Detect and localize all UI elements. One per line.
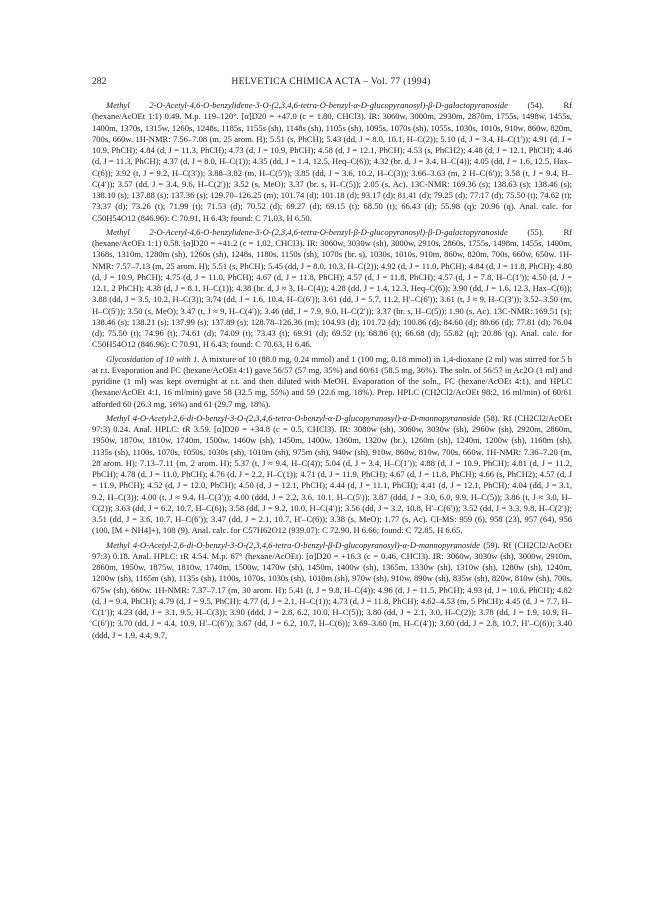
compound-55-heading: Methyl 2-O-Acetyl-4,6-O-benzylidene-3-O-(2,3,4,6-tetra-O-benzyl-β-D-glucopyranosyl)-β-D-galactopyranoside bbox=[106, 226, 508, 237]
compound-59-data: (59). Rf (CH2Cl2/AcOEt 97:3) 0.18. Anal. HPLC: tR 4.54. M.p. 67° (hexane/AcOEt). [α]D20 = +16.3 (c = 0.46, CHCl3). IR: 3060w, 3030w (sh), 3000w, 2910m, 2860m, 1950w, 1875w, 1810w, 1740m, 1500w, 1470w (sh), 1450m, 1400w (sh), 1365m, 1330w (sh), 1310w (sh), 1280w (sh), 1240m, 1200w (sh), 1165m (sh), 1135s (sh), 1100s, 1070s, 1030s (sh), 1010m (sh), 970w (sh), 910w, 890w (sh), 835w (sh), 820w, 810w (sh), 700s, 675w (sh), 660w. 1H-NMR: 7.37–7.17 (m, 30 arom. H); 5.41 (t, J = 9.8, H–C(4)); 4.96 (d, J = 11.5, PhCH); 4.93 (d, J = 10.6, PhCH); 4.82 (d, J = 9.4, PhCH); 4.79 (d, J = 9.5, PhCH); 4.77 (d, J = 2.1, H–C(1)); 4.73 (d, J = 11.8, PhCH); 4.62–4.53 (m, 5 PhCH); 4.45 (d, J = 7.7, H–C(1′)); 4.23 (dd, J = 3.1, 9.5, H–C(3)); 3.90 (ddd, J = 2.8, 6.2, 10.0, H–C(5)); 3.80 (dd, J = 2.1, 3.0, H–C(2)); 3.78 (dd, J = 1.9, 10.9, H–C(6′)); 3.70 (dd, J = 4.4, 10.9, H′–C(6′)); 3.67 (dd, J = 6.2, 10.7, H–C(6)); 3.69–3.60 (m, H–C(4′)); 3.60 (dd, J = 2.8, 10.7, H′–C(6)); 3.40 (ddd, J = 1.9, 4.4, 9.7, bbox=[92, 539, 572, 640]
compound-54-heading: Methyl 2-O-Acetyl-4,6-O-benzylidene-3-O-(2,3,4,6-tetra-O-benzyl-α-D-glucopyranosyl)-β-D-galactopyranoside bbox=[106, 100, 508, 110]
compound-55-data: (55). Rf (hexane/AcOEt 1:1) 0.58. [α]D20 = +41.2 (c = 1.02, CHCl3). IR: 3060w, 3030w (sh), 3000w, 2910s, 2860s, 1755s, 1498m, 1455s, 1400m, 1368s, 1310m, 1280m (sh), 1260s (sh), 1248s, 1180s, 1150s (sh), 1070s (br. s), 1030s, 1010s, 910m, 860w, 820m, 700s, 660w, 650w. 1H-NMR: 7.57–7.13 (m, 25 arom. H); 5.51 (s, PhCH); 5.45 (dd, J = 8.0, 10.3, H–C(2)); 4.92 (d, J = 11.0, PhCH); 4.84 (d, J = 11.8, PhCH); 4.80 (d, J = 10.9, PhCH); 4.75 (d, J = 11.0, PhCH); 4.67 (d, J = 11.8, PhCH); 4.57 (d, J = 11.8, PhCH); 4.57 (d, J = 7.8, H–C(1′)); 4.50 (d, J = 12.1, 2 PhCH); 4.38 (d, J = 8.1, H–C(1)); 4.38 (br. d, J ≈ 3, H–C(4)); 4.28 (dd, J = 1.4, 12.3, Heq–C(6)); 3.90 (dd, J = 1.6, 12.3, Hax–C(6)); 3.88 (dd, J = 3.5, 10.2, H–C(3)); 3.74 (dd, J = 1.6, 10.4, H–C(6′)); 3.61 (dd, J = 5.7, 11.2, H′–C(6′)); 3.61 (t, J ≈ 9, H–C(3′)); 3.52–3.50 (m, H–C(5′)); 3.50 (s, MeO); 3.47 (t, J ≈ 9, H–C(4′)); 3.46 (dd, J = 7.9, 9.0, H–C(2′)); 3.37 (br. s, H–C(5)); 1.90 (s, Ac). 13C-NMR: 169.51 (s); 138.46 (s); 138.21 (s); 137.99 (s); 137.89 (s); 128.78–126.36 (m); 104.93 (d); 101.72 (d); 100.86 (d); 84.60 (d); 80.66 (d); 77.81 (d); 76.04 (d); 75.50 (t); 74.96 (t); 74.61 (d); 74.09 (t); 73.43 (t); 69.91 (d); 69.52 (t); 68.86 (t); 66.68 (d); 55.82 (q); 20.86 (q). Anal. calc. for C50H54O12 (846.96): C 70.91, H 6.43; found: C 70.63, H 6.46. bbox=[92, 226, 573, 350]
glycosidation-heading: Glycosidation of 10 with 1. bbox=[106, 353, 200, 364]
running-header bbox=[92, 76, 570, 90]
compound-58-heading: Methyl 4-O-Acetyl-2,6-di-O-benzyl-3-O-(2,3,4,6-tetra-O-benzyl-α-D-glucopyranosyl)-α-D-mannopyranoside bbox=[106, 412, 481, 423]
glycosidation-paragraph bbox=[92, 354, 572, 410]
compound-55-paragraph bbox=[92, 227, 572, 351]
glycosidation-procedure: A mixture of 10 (88.0 mg, 0.24 mmol) and 1 (100 mg, 0.18 mmol) in 1,4-dioxane (2 ml) was stirred for 5 h at r.t. Evaporation and FC (hexane/AcOEt 4:1) gave 56/57 (57 mg, 35%) and 60/61 (58.5 mg, 36%). The soln. of 56/57 in Ac2O (1 ml) and pyridine (1 ml) was kept overnight at r.t. and then diluted with MeOH. Evaporation of the soln., FC (hexane/AcOEt 4:1), and HPLC (hexane/AcOEt 4:1, 16 ml/min) gave 58 (32.5 mg, 55%) and 59 (22.6 mg, 18%). Prep. HPLC (CH2Cl2/AcOEt 98:2, 16 ml/min) of 60/61 afforded 60 (26.3 mg, 16%) and 61 (29.7 mg, 18%). bbox=[92, 353, 573, 409]
article-body bbox=[92, 100, 572, 641]
compound-58-data: (58). Rf (CH2Cl2/AcOEt 97:3) 0.24. Anal. HPLC: tR 3.59. [α]D20 = +34.8 (c = 0.5, CHCl3). IR: 3080w (sh), 3060w, 3030w (sh), 2960w (sh), 2920m, 2860m, 1950w, 1870w, 1810w, 1740m, 1500w, 1460w (sh), 1450m, 1400w, 1360m, 1320w (br.), 1260m (sh), 1240m, 1200w (sh), 1160m (sh), 1135s (sh), 1100s, 1070s, 1050s, 1030s (sh), 1010m (sh), 975m (sh), 940w (sh), 910w, 860w, 810w, 700s, 660w. 1H-NMR: 7.36–7.20 (m, 28 arom. H); 7.13–7.11 (m, 2 arom. H); 5.37 (t, J ≈ 9.4, H–C(4)); 5.04 (d, J = 3.4, H–C(1′)); 4.88 (d, J = 10.9, PhCH); 4.81 (d, J = 11.2, PhCH); 4.78 (d, J = 11.0, PhCH); 4.76 (d, J = 2.2, H–C(1)); 4.71 (d, J = 11.9, PhCH); 4.67 (d, J = 11.8, PhCH); 4.66 (s, PhCH2); 4.57 (d, J = 11.9, PhCH); 4.52 (d, J = 12.0, PhCH); 4.50 (d, J = 12.1, PhCH); 4.44 (d, J = 11.1, PhCH); 4.41 (d, J = 12.1, PhCH); 4.04 (dd, J = 3.1, 9.2, H–C(3)); 4.00 (t, J ≈ 9.4, H–C(3′)); 4.00 (ddd, J = 2.2, 3.6, 10.1, H–C(5′)); 3.87 (ddd, J = 3.0, 6.0, 9.9, H–C(5)); 3.86 (t, J ≈ 3.0, H–C(2)); 3.63 (dd, J = 6.2, 10.7, H–C(6)); 3.58 (dd, J = 9.2, 10.0, H–C(4′)); 3.56 (dd, J = 3.2, 10.8, H′–C(6′)); 3.52 (dd, J = 3.3, 9.8, H–C(2′)); 3.51 (dd, J = 3.6, 10.7, H–C(6′)); 3.47 (dd, J = 2.1, 10.7, H′–C(6)); 3.38 (s, MeO); 1.77 (s, Ac). CI-MS: 959 (6), 958 (23), 957 (64), 956 (100, [M + NH4]+), 108 (9). Anal. calc. for C57H62O12 (939.07): C 72.90, H 6.66; found: C 72.85, H 6.65. bbox=[92, 412, 572, 536]
compound-58-paragraph bbox=[92, 413, 572, 537]
compound-54-paragraph bbox=[92, 100, 572, 224]
compound-59-heading: Methyl 4-O-Acetyl-2,6-di-O-benzyl-3-O-(2,3,4,6-tetra-O-benzyl-β-D-glucopyranosyl)-α-D-mannopyranoside bbox=[106, 539, 481, 550]
page-number: 282 bbox=[92, 76, 107, 87]
compound-59-paragraph bbox=[92, 540, 572, 641]
running-title: HELVETICA CHIMICA ACTA – Vol. 77 (1994) bbox=[231, 76, 431, 87]
compound-54-data: (54). Rf (hexane/AcOEt 1:1) 0.49. M.p. 119–120°. [α]D20 = +47.0 (c = 1.80, CHCl3). IR: 3060w, 3000m, 2930m, 2870m, 1755s, 1498w, 1455s, 1400m, 1370s, 1315w, 1260s, 1248s, 1185s, 1155s (sh), 1148s (sh), 1105s (sh), 1095s, 1070s (sh), 1055s, 1030s, 1010s, 910w, 860w, 820m, 700s, 660w. 1H-NMR: 7.56–7.08 (m, 25 arom. H); 5.51 (s, PhCH); 5.43 (dd, J = 8.0, 10.1, H–C(2)); 5.10 (d, J = 3.4, H–C(1′)); 4.91 (d, J = 10.9, PhCH); 4.84 (d, J = 11.3, PhCH); 4.73 (d, J = 10.9, PhCH); 4.58 (d, J = 12.1, PhCH); 4.53 (s, PhCH2); 4.48 (d, J = 12.1, PhCH); 4.46 (d, J = 11.3, PhCH); 4.37 (d, J = 8.0, H–C(1)); 4.35 (dd, J = 1.4, 12.5, Heq–C(6)); 4.32 (br. d, J = 3.4, H–C(4)); 4.05 (dd, J = 1.6, 12.5, Hax–C(6)); 3.92 (t, J = 9.2, H–C(3′)); 3.88–3.82 (m, H–C(5′)); 3.85 (dd, J = 3.6, 10.2, H–C(3)); 3.66–3.63 (m, 2 H–C(6′)); 3.58 (t, J = 9.4, H–C(4′)); 3.57 (dd, J = 3.4, 9.6, H–C(2′)); 3.52 (s, MeO); 3.37 (br. s, H–C(5)); 2.05 (s, Ac). 13C-NMR: 169.36 (s); 138.63 (s); 138.46 (s); 138.10 (s); 137.88 (s); 137.36 (s); 129.70–126.25 (m); 101.74 (d); 101.18 (d); 93.17 (d); 81.41 (d); 79.25 (d); 77.17 (d); 75.50 (t); 74.62 (t); 73.37 (d); 73.26 (t); 71.99 (t); 71.53 (d); 70.52 (d); 69.27 (d); 69.15 (t); 68.50 (t); 66.43 (d); 55.98 (q); 20.96 (q). Anal. calc. for C50H54O12 (846.96): C 70.91, H 6.43; found: C 71.03, H 6.50. bbox=[92, 100, 572, 223]
